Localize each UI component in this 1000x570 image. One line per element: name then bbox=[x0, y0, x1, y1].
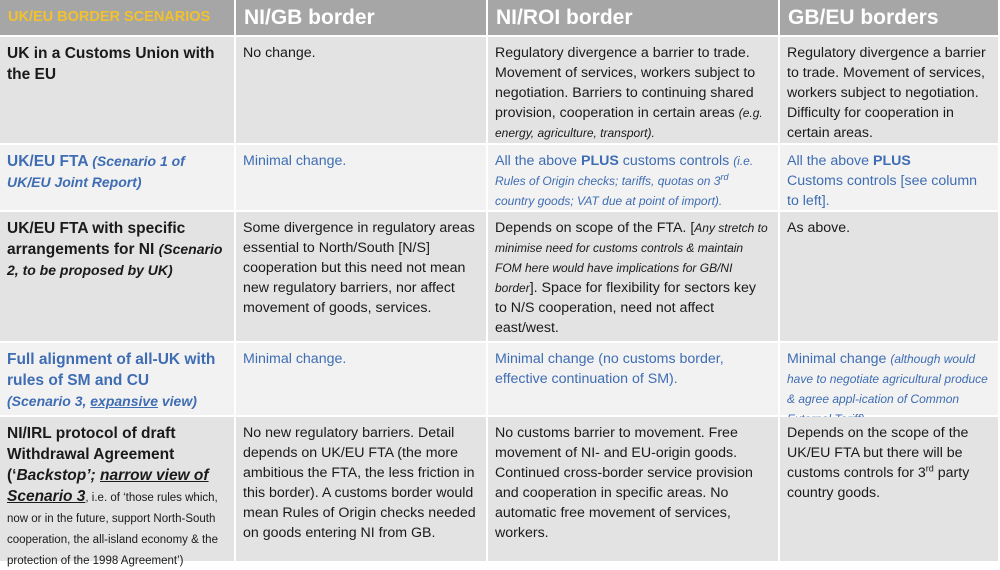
row-label-italic: Backstop’; bbox=[16, 467, 96, 484]
cell-full-alignment-ni-roi: Minimal change (no customs border, effective continuation of SM). bbox=[488, 343, 780, 417]
cell-text: party country goods. bbox=[787, 465, 970, 501]
cell-fta-specific-ni-roi bbox=[488, 212, 780, 343]
cell-text: Customs controls [see column to left]. bbox=[787, 173, 978, 209]
cell-fta-ni-gb: Minimal change. bbox=[236, 145, 488, 212]
italic-part: view) bbox=[161, 393, 197, 409]
row-label-scenario: Scenario 3 bbox=[7, 488, 86, 505]
cell-italic-text: (although would have to negotiate agricultural produce & agree appl-ication of Common bbox=[787, 352, 988, 406]
cell-backstop-ni-roi: No customs barrier to movement. Free movement of NI- and EU-origin goods. Continued cross-border service provision and cooperation in specific areas. No automatic free movement of services, workers. bbox=[488, 417, 780, 563]
cell-full-alignment-ni-gb: Minimal change. bbox=[236, 343, 488, 417]
italic-part: (Scenario 3, bbox=[7, 393, 87, 409]
row-label-italic bbox=[7, 393, 197, 409]
cell-italic-text: (e.g. energy, agriculture, transport). bbox=[495, 106, 763, 140]
superscript: rd bbox=[925, 463, 934, 474]
italic-part: country goods; VAT due at point of import). bbox=[495, 194, 723, 208]
underlined-word: expansive bbox=[90, 393, 158, 409]
column-header-gb-eu: GB/EU borders bbox=[780, 0, 1000, 37]
row-label-full-alignment bbox=[0, 343, 236, 417]
plus-text: PLUS bbox=[580, 153, 619, 169]
row-label-underline: narrow view of bbox=[100, 467, 209, 484]
cell-text: Depends on the scope of the UK/EU FTA but there will be customs controls for 3 bbox=[787, 425, 969, 481]
cell-fta-specific-gb-eu: As above. bbox=[780, 212, 1000, 343]
superscript: rd bbox=[720, 172, 729, 182]
row-label-small: , i.e. of ‘those rules which, now or in the future, support North-South cooperation, the all-island economy & the protection of the 1998 Agreement’) bbox=[7, 492, 218, 567]
cell-text: customs controls bbox=[622, 153, 730, 169]
row-label-italic: (Scenario 1 of UK/EU Joint Report) bbox=[7, 153, 185, 190]
cell-fta-gb-eu bbox=[780, 145, 1000, 212]
row-label-italic: (Scenario 2, to be proposed by UK) bbox=[7, 241, 223, 278]
italic-part: (i.e. Rules of Origin checks; tariffs, quotas on 3 bbox=[495, 154, 754, 188]
row-label-uk-eu-fta bbox=[0, 145, 236, 212]
cell-full-alignment-gb-eu bbox=[780, 343, 1000, 417]
row-label-customs-union: UK in a Customs Union with the EU bbox=[0, 37, 236, 145]
cell-backstop-gb-eu bbox=[780, 417, 1000, 563]
cell-text: Depends on scope of the FTA. [ bbox=[495, 220, 695, 236]
cell-fta-ni-roi bbox=[488, 145, 780, 212]
plus-text: PLUS bbox=[872, 153, 911, 169]
column-header-ni-gb: NI/GB border bbox=[236, 0, 488, 37]
cell-text: All the above bbox=[787, 153, 870, 169]
column-header-ni-roi: NI/ROI border bbox=[488, 0, 780, 37]
cell-backstop-ni-gb: No new regulatory barriers. Detail depends on UK/EU FTA (the more ambitious the FTA, the less friction in this border). A customs border would mean Rules of Origin checks needed on goods entering NI from GB. bbox=[236, 417, 488, 563]
row-label-backstop bbox=[0, 417, 236, 567]
cell-customs-union-ni-roi bbox=[488, 37, 780, 145]
row-label-main: UK/EU FTA bbox=[7, 153, 88, 170]
cell-text: All the above bbox=[495, 153, 578, 169]
cell-text: ]. Space for flexibility for sectors key to N/S cooperation, need not affect east/west. bbox=[495, 280, 756, 336]
row-label-open: (‘ bbox=[7, 467, 17, 484]
cell-customs-union-gb-eu: Regulatory divergence a barrier to trade. Movement of services, workers subject to negotiation. Difficulty for cooperation in certain areas. bbox=[780, 37, 1000, 145]
cell-customs-union-ni-gb: No change. bbox=[236, 37, 488, 145]
row-label-fta-specific-ni bbox=[0, 212, 236, 343]
row-label-main: NI/IRL protocol of draft Withdrawal Agreement bbox=[7, 425, 176, 463]
cell-italic-text: Any stretch to minimise need for customs controls & maintain FOM here would have implications for GB/NI border bbox=[495, 221, 768, 295]
row-label-main: UK/EU FTA with specific arrangements for NI bbox=[7, 220, 186, 258]
cell-fta-specific-ni-gb: Some divergence in regulatory areas essential to North/South [N/S] cooperation but this need not mean new regulatory barriers, nor affect movement of goods, services. bbox=[236, 212, 488, 343]
row-label-main: Full alignment of all-UK with rules of SM and CU bbox=[7, 351, 216, 389]
cell-text: Minimal change bbox=[787, 351, 887, 367]
table-corner-title: UK/EU BORDER SCENARIOS bbox=[0, 0, 236, 37]
cell-text: Regulatory divergence a barrier to trade. Movement of services, workers subject to negotiation. Barriers to continuing shared provision, cooperation in certain areas bbox=[495, 45, 756, 121]
